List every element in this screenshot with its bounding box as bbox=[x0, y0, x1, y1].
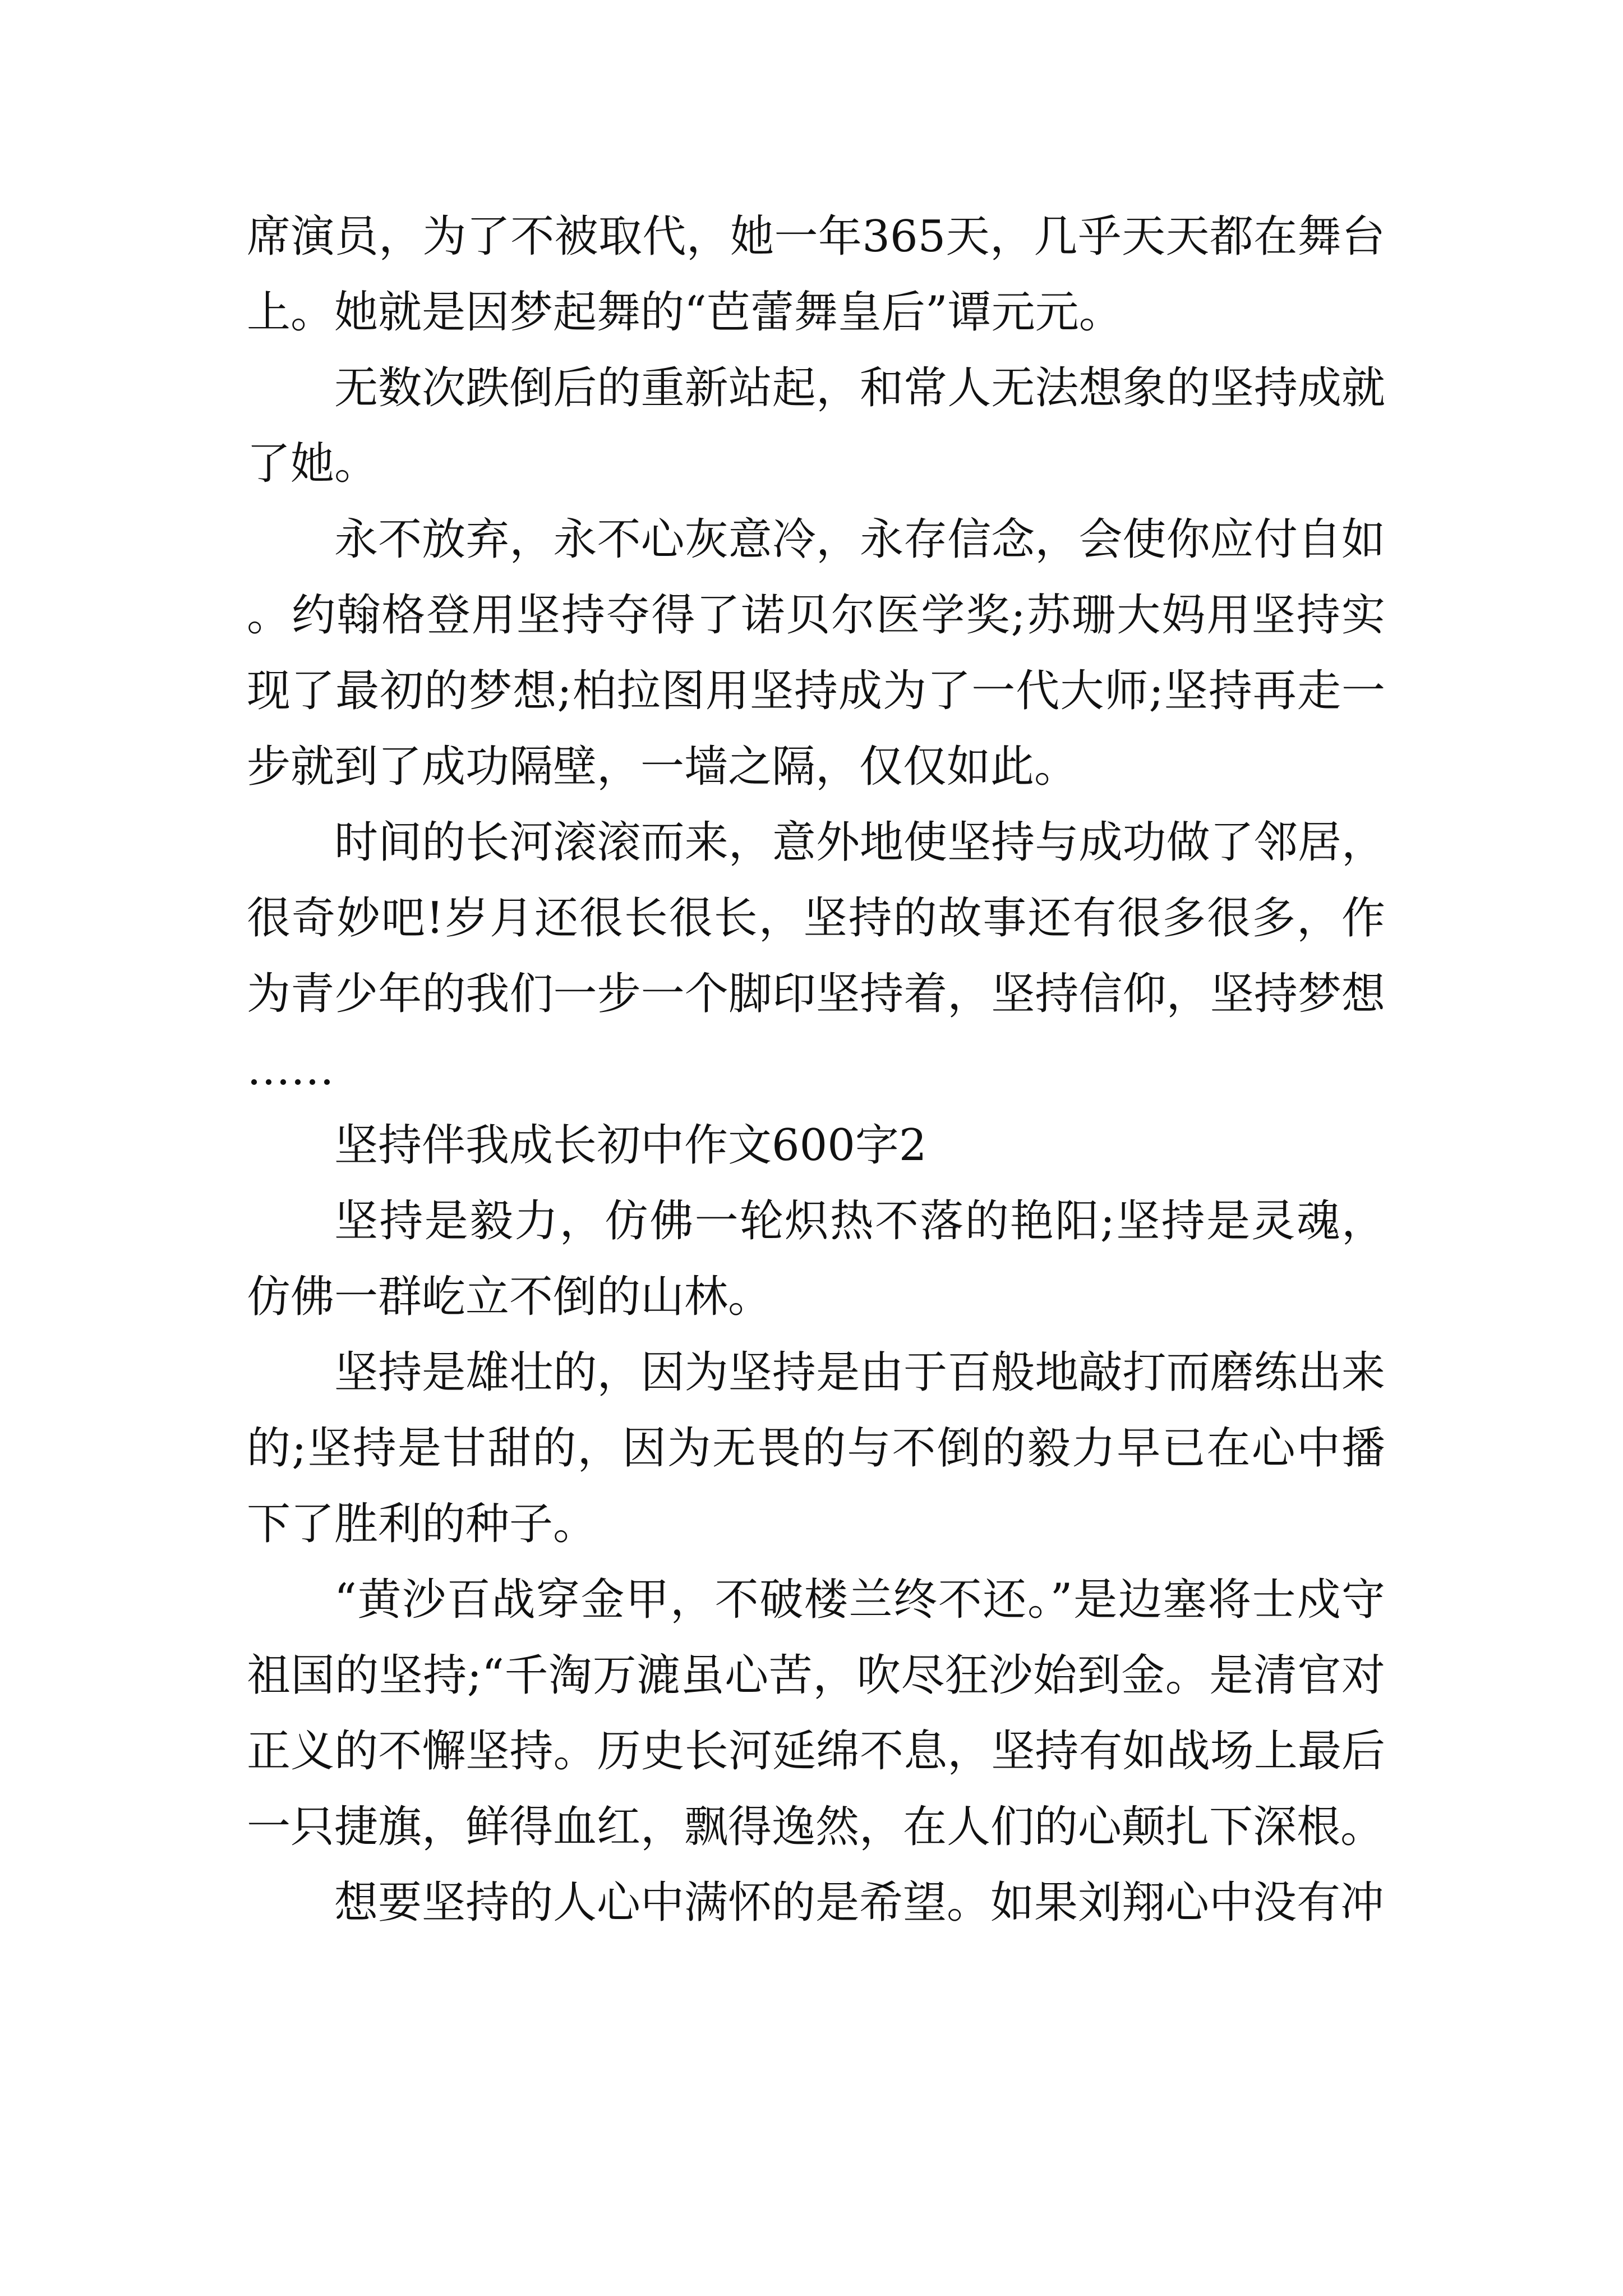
paragraph-5: 坚持是毅力，仿佛一轮炽热不落的艳阳;坚持是灵魂，仿佛一群屹立不倒的山林。 bbox=[247, 1196, 1385, 1322]
section-title: 坚持伴我成长初中作文600字2 bbox=[334, 1120, 927, 1171]
paragraph-8: 想要坚持的人心中满怀的是希望。如果刘翔心中没有冲 bbox=[334, 1878, 1385, 1928]
paragraph-2: 无数次跌倒后的重新站起，和常人无法想象的坚持成就了她。 bbox=[247, 363, 1385, 489]
paragraph-3: 永不放弃，永不心灰意冷，永存信念，会使你应付自如。约翰格登用坚持夺得了诺贝尔医学奖;苏珊大妈用坚持实现了最初的梦想;柏拉图用坚持成为了一代大师;坚持再走一步就到了成功隔壁，一墙之隔，仅仅如此。 bbox=[247, 514, 1385, 792]
paragraph-7: “黄沙百战穿金甲，不破楼兰终不还。”是边塞将士戍守祖国的坚持;“千淘万漉虽心苦，吹尽狂沙始到金。是清官对正义的不懈坚持。历史长河延绵不息，坚持有如战场上最后一只捷旗，鲜得血红，飘得逸然，在人们的心颠扎下深根。 bbox=[247, 1575, 1385, 1852]
paragraph-6: 坚持是雄壮的，因为坚持是由于百般地敲打而磨练出来的;坚持是甘甜的，因为无畏的与不倒的毅力早已在心中播下了胜利的种子。 bbox=[247, 1347, 1385, 1549]
paragraph-1: 席演员，为了不被取代，她一年365天，几乎天天都在舞台上。她就是因梦起舞的“芭蕾舞皇后”谭元元。 bbox=[247, 211, 1385, 338]
essay-body bbox=[247, 199, 1385, 1941]
paragraph-4: 时间的长河滚滚而来，意外地使坚持与成功做了邻居，很奇妙吧!岁月还很长很长，坚持的故事还有很多很多，作为青少年的我们一步一个脚印坚持着，坚持信仰，坚持梦想…… bbox=[247, 817, 1385, 1095]
